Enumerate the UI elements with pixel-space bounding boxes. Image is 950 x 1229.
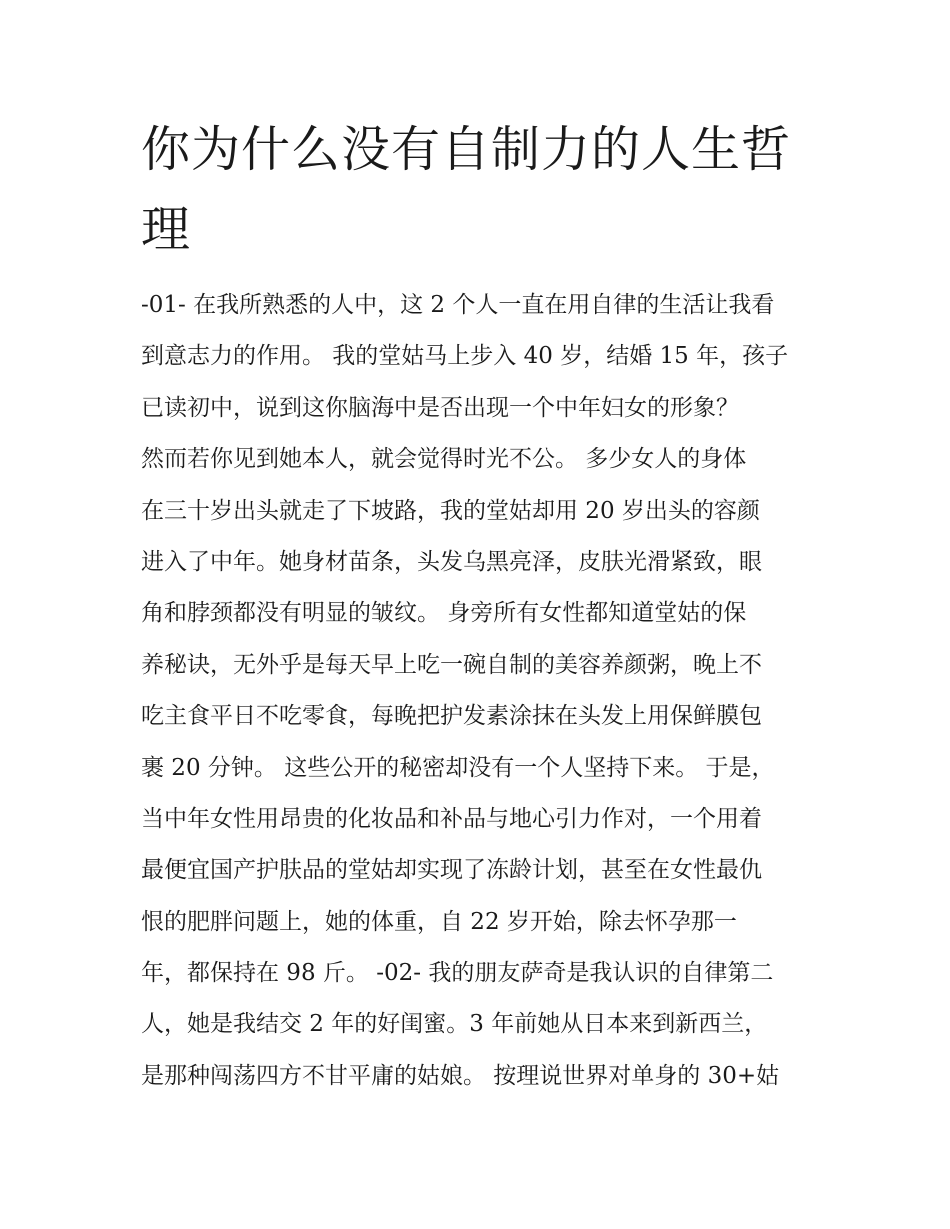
body-line: 养秘诀，无外乎是每天早上吃一碗自制的美容养颜粥，晚上不 [141,651,762,678]
title-line: 理 [141,201,192,258]
body-line: 裹 20 分钟。 这些公开的秘密却没有一个人坚持下来。 于是， [141,754,775,781]
body-line: 已读初中，说到这你脑海中是否出现一个中年妇女的形象？ [141,394,739,421]
document-title [141,110,821,270]
body-line: 人，她是我结交 2 年的好闺蜜。3 年前她从日本来到新西兰， [141,1011,768,1038]
body-line: 年，都保持在 98 斤。 -02- 我的朋友萨奇是我认识的自律第二 [141,960,774,987]
body-line: 进入了中年。她身材苗条，头发乌黑亮泽，皮肤光滑紧致，眼 [141,548,762,575]
body-line: 是那种闯荡四方不甘平庸的姑娘。 按理说世界对单身的 30+姑 [141,1062,780,1089]
body-line: 最便宜国产护肤品的堂姑却实现了冻龄计划，甚至在女性最仇 [141,857,762,884]
body-line: 角和脖颈都没有明显的皱纹。 身旁所有女性都知道堂姑的保 [141,600,747,627]
title-line: 你为什么没有自制力的人生哲 [141,121,792,178]
body-line: 在三十岁出头就走了下坡路，我的堂姑却用 20 岁出头的容颜 [141,497,760,524]
body-line: 然而若你见到她本人，就会觉得时光不公。 多少女人的身体 [141,446,747,473]
body-line: 到意志力的作用。 我的堂姑马上步入 40 岁，结婚 15 年，孩子 [141,343,789,370]
document-body [141,280,841,1102]
body-line: 恨的肥胖问题上，她的体重，自 22 岁开始，除去怀孕那一 [141,908,737,935]
body-line: 当中年女性用昂贵的化妆品和补品与地心引力作对，一个用着 [141,805,762,832]
body-line: -01- 在我所熟悉的人中，这 2 个人一直在用自律的生活让我看 [141,292,775,318]
body-line: 吃主食平日不吃零食，每晚把护发素涂抹在头发上用保鲜膜包 [141,703,762,730]
